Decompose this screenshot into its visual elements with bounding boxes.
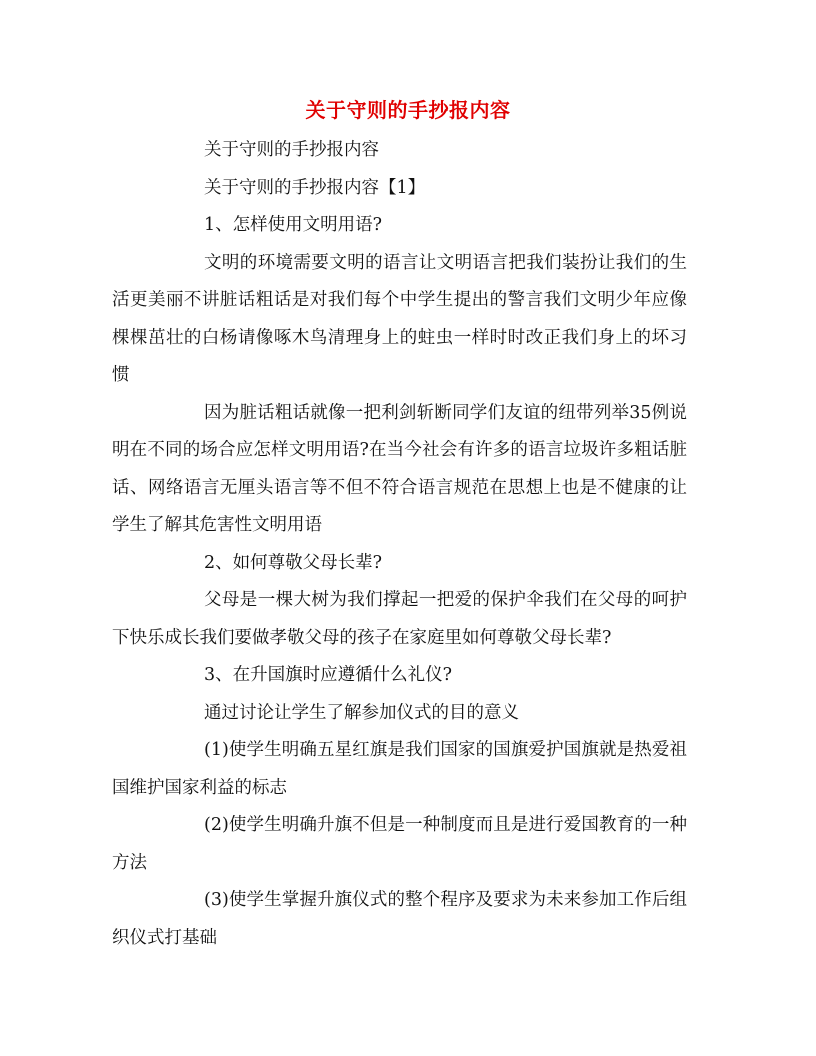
document-body (112, 132, 687, 957)
paragraph: 通过讨论让学生了解参加仪式的目的意义 (204, 702, 519, 723)
paragraph: 关于守则的手抄报内容 (204, 140, 379, 160)
paragraph: 关于守则的手抄报内容【1】 (204, 177, 426, 198)
paragraph: 文明的环境需要文明的语言让文明语言把我们装扮让我们的生活更美丽不讲脏话粗话是对我们每个中学生提出的警言我们文明少年应像棵棵茁壮的白杨请像啄木鸟清理身上的蛀虫一样时时改正我们身上的坏习惯 (112, 252, 687, 385)
paragraph: (2)使学生明确升旗不但是一种制度而且是进行爱国教育的一种方法 (112, 815, 687, 873)
paragraph: 2、如何尊敬父母长辈? (204, 552, 383, 573)
paragraph: (3)使学生掌握升旗仪式的整个程序及要求为未来参加工作后组织仪式打基础 (112, 890, 687, 948)
paragraph: 因为脏话粗话就像一把利剑斩断同学们友谊的纽带列举35例说明在不同的场合应怎样文明用语?在当今社会有许多的语言垃圾许多粗话脏话、网络语言无厘头语言等不但不符合语言规范在思想上也是不健康的让学生了解其危害性文明用语 (112, 402, 687, 535)
paragraph: 1、怎样使用文明用语? (204, 215, 383, 235)
paragraph: (1)使学生明确五星红旗是我们国家的国旗爱护国旗就是热爱祖国维护国家利益的标志 (112, 740, 687, 798)
paragraph: 父母是一棵大树为我们撑起一把爱的保护伞我们在父母的呵护下快乐成长我们要做孝敬父母的孩子在家庭里如何尊敬父母长辈? (112, 590, 687, 648)
paragraph: 3、在升国旗时应遵循什么礼仪? (204, 665, 453, 685)
document-title: 关于守则的手抄报内容 (305, 98, 511, 122)
